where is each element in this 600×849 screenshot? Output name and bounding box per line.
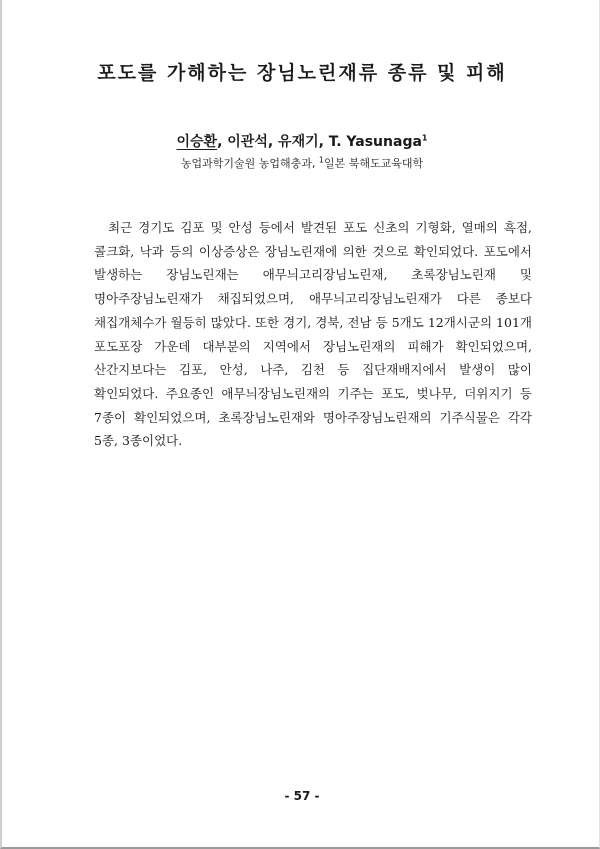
page-number: - 57 - [284,789,320,803]
co-authors: 이관석, 유재기, T. Yasunaga [227,134,422,150]
author-separator: , [217,134,228,150]
presenting-author: 이승환 [176,134,218,150]
author-list [2,131,600,151]
affiliation-marker-secondary: 1 [318,155,324,165]
paper-title: 포도를 가해하는 장님노린재류 종류 및 피해 [97,62,507,84]
abstract-body: 최근 경기도 김포 및 안성 등에서 발견된 포도 신초의 기형화, 열매의 흑점, 콜크화, 낙과 등의 이상증상은 장님노린재에 의한 것으로 확인되었다. 포도에서 발생하는 장님노린재는 애무늬고리장님노린재, 초록장님노린재 및 명아주장님노린재가 채집되었으며, 애무늬고리장님노린재가 다른 종보다 채집개체수가 월등히 많았다. 또한 경기, 경북, 전남 등 5개도 12개시군의 101개 포도포장 가운데 대부분의 지역에서 장님노린재의 피해가 확인되었으며, 산간지보다는 김포, 안성, 나주, 김천 등 집단재배지에서 발생이 많이 확인되었다. 주요종인 애무늬장님노린재의 기주는 포도, 벚나무, 더위지기 등 7종이 확인되었으며, 초록장님노린재와 명아주장님노린재의 기주식물은 각각 5종, 3종이었다. [94,220,532,449]
affiliation-marker: 1 [421,133,428,143]
affiliation-line [2,155,600,171]
affiliation-secondary: 일본 북해도교육대학 [323,157,424,170]
affiliation-primary: 농업과학기술원 농업해충과, [180,157,319,170]
